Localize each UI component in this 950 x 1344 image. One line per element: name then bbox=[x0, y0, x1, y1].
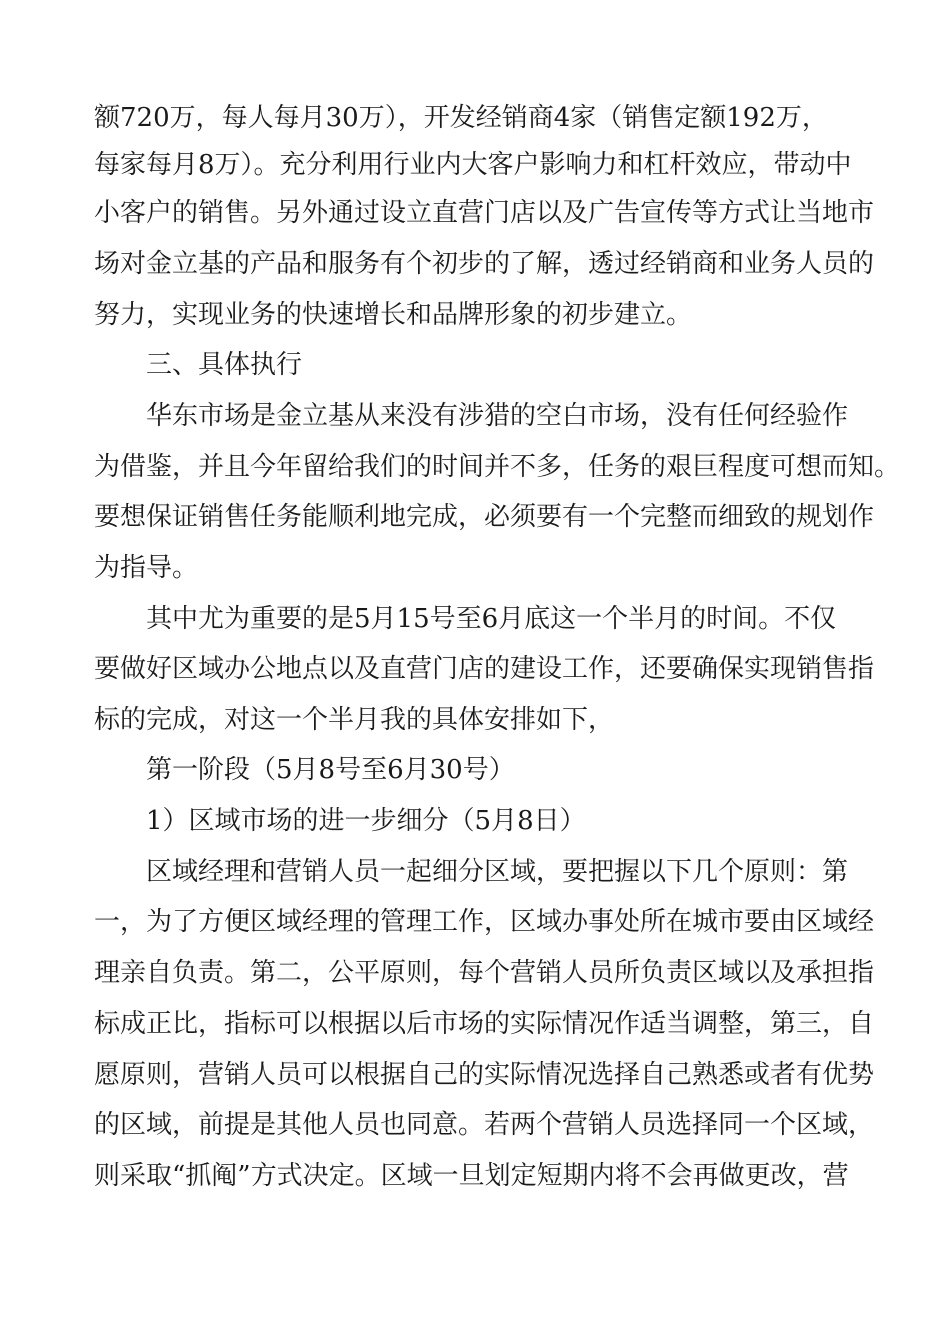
subsection-heading: 1）区域市场的进一步细分（5月8日） bbox=[146, 806, 586, 836]
body-text-line: 每家每月8万）。充分利用行业内大客户影响力和杠杆效应，带动中 bbox=[94, 150, 852, 180]
body-text-line: 小客户的销售。另外通过设立直营门店以及广告宣传等方式让当地市 bbox=[94, 198, 875, 228]
body-text-line: 要想保证销售任务能顺利地完成，必须要有一个完整而细致的规划作 bbox=[94, 502, 875, 532]
body-text-line: 则采取“抓阄”方式决定。区域一旦划定短期内将不会再做更改，营 bbox=[94, 1161, 849, 1191]
body-text-line: 为指导。 bbox=[94, 553, 199, 583]
body-text-line: 要做好区域办公地点以及直营门店的建设工作，还要确保实现销售指 bbox=[94, 654, 875, 684]
body-text-line: 场对金立基的产品和服务有个初步的了解，透过经销商和业务人员的 bbox=[94, 249, 875, 279]
body-text-line: 努力，实现业务的快速增长和品牌形象的初步建立。 bbox=[94, 300, 693, 330]
body-text-line: 其中尤为重要的是5月15号至6月底这一个半月的时间。不仅 bbox=[146, 604, 837, 634]
body-text-line: 华东市场是金立基从来没有涉猎的空白市场，没有任何经验作 bbox=[146, 401, 849, 431]
body-text-line: 标的完成，对这一个半月我的具体安排如下， bbox=[94, 705, 615, 735]
body-text-line: 一，为了方便区域经理的管理工作，区域办事处所在城市要由区域经 bbox=[94, 907, 875, 937]
body-text-line: 理亲自负责。第二，公平原则，每个营销人员所负责区域以及承担指 bbox=[94, 958, 875, 988]
body-text-line: 标成正比，指标可以根据以后市场的实际情况作适当调整，第三，自 bbox=[94, 1009, 875, 1039]
body-text-line: 愿原则，营销人员可以根据自己的实际情况选择自己熟悉或者有优势 bbox=[94, 1060, 875, 1090]
body-text-line: 区域经理和营销人员一起细分区域，要把握以下几个原则：第 bbox=[146, 857, 849, 887]
section-heading: 三、具体执行 bbox=[146, 350, 303, 380]
body-text-line: 额720万，每人每月30万），开发经销商4家（销售定额192万， bbox=[94, 103, 828, 133]
stage-heading: 第一阶段（5月8号至6月30号） bbox=[146, 755, 515, 785]
body-text-line: 的区域，前提是其他人员也同意。若两个营销人员选择同一个区域， bbox=[94, 1110, 875, 1140]
body-text-line: 为借鉴，并且今年留给我们的时间并不多，任务的艰巨程度可想而知。 bbox=[94, 452, 901, 482]
